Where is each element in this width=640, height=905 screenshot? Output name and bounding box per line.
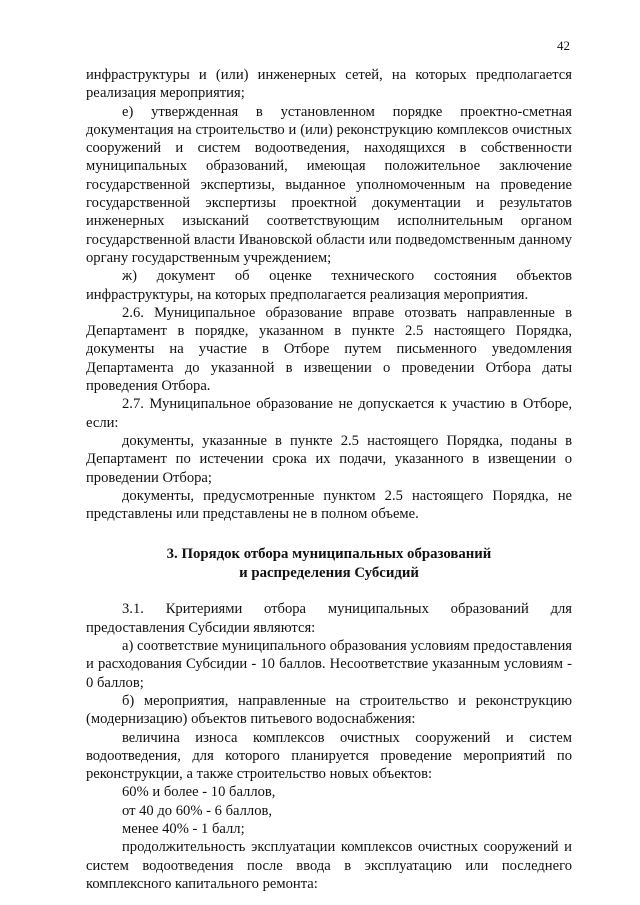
paragraph-wear-level: величина износа комплексов очистных сооружений и систем водоотведения, для которого планируется проведение мероприятий по реконструкции, а также строительство новых объектов:	[86, 729, 572, 783]
paragraph-continuation: инфраструктуры и (или) инженерных сетей, на которых предполагается реализация мероприятия;	[86, 67, 572, 102]
score-item-3: менее 40% - 1 балл;	[122, 820, 245, 837]
paragraph-item-e: е) утвержденная в установленном порядке проектно-сметная документация на строительство и (или) реконструкцию комплексов очистных сооружений и систем водоотведения, находящихся в собственности муниципальных образований, имеющая положительное заключение государственной экспертизы, выданное уполномоченным на проведение государственной экспертизы проектной документации и результатов инженерных изысканий соответствующим исполнительным органом государственной власти Ивановской области или подведомственным данному органу государственным учреждением;	[86, 103, 572, 266]
score-item-2: от 40 до 60% - 6 баллов,	[122, 802, 273, 819]
paragraph-item-zh: ж) документ об оценке технического состояния объектов инфраструктуры, на которых предполагается реализация мероприятия.	[86, 268, 572, 303]
paragraph-2-7-condition-2: документы, предусмотренные пунктом 2.5 настоящего Порядка, не представлены или представлены не в полном объеме.	[86, 487, 572, 523]
paragraph-2-7: 2.7. Муниципальное образование не допускается к участию в Отборе, если:	[86, 396, 572, 431]
document-body	[86, 66, 572, 893]
paragraph-2-6: 2.6. Муниципальное образование вправе отозвать направленные в Департамент в порядке, указанном в пункте 2.5 настоящего Порядка, документы на участие в Отборе путем письменного уведомления Департамента до указанной в извещении о проведении Отбора даты проведения Отбора.	[86, 304, 572, 395]
paragraph-criterion-a: а) соответствие муниципального образования условиям предоставления и расходования Субсидии - 10 баллов. Несоответствие указанным условиям - 0 баллов;	[86, 638, 572, 691]
section-heading	[86, 545, 572, 582]
paragraph-operation-duration: продолжительность эксплуатации комплексов очистных сооружений и систем водоотведения после ввода в эксплуатацию или последнего комплексного капитального ремонта:	[86, 839, 572, 892]
score-item-1: 60% и более - 10 баллов,	[122, 784, 276, 801]
paragraph-criterion-b: б) мероприятия, направленные на строительство и реконструкцию (модернизацию) объектов питьевого водоснабжения:	[86, 692, 572, 728]
page-number: 42	[557, 38, 570, 53]
paragraph-3-1: 3.1. Критериями отбора муниципальных образований для предоставления Субсидии являются:	[86, 601, 572, 636]
section-heading-line-2: и распределения Субсидий	[239, 564, 419, 581]
section-heading-line-1: 3. Порядок отбора муниципальных образований	[166, 546, 492, 563]
paragraph-2-7-condition-1: документы, указанные в пункте 2.5 настоящего Порядка, поданы в Департамент по истечении срока их подачи, указанного в извещении о проведении Отбора;	[86, 432, 572, 486]
